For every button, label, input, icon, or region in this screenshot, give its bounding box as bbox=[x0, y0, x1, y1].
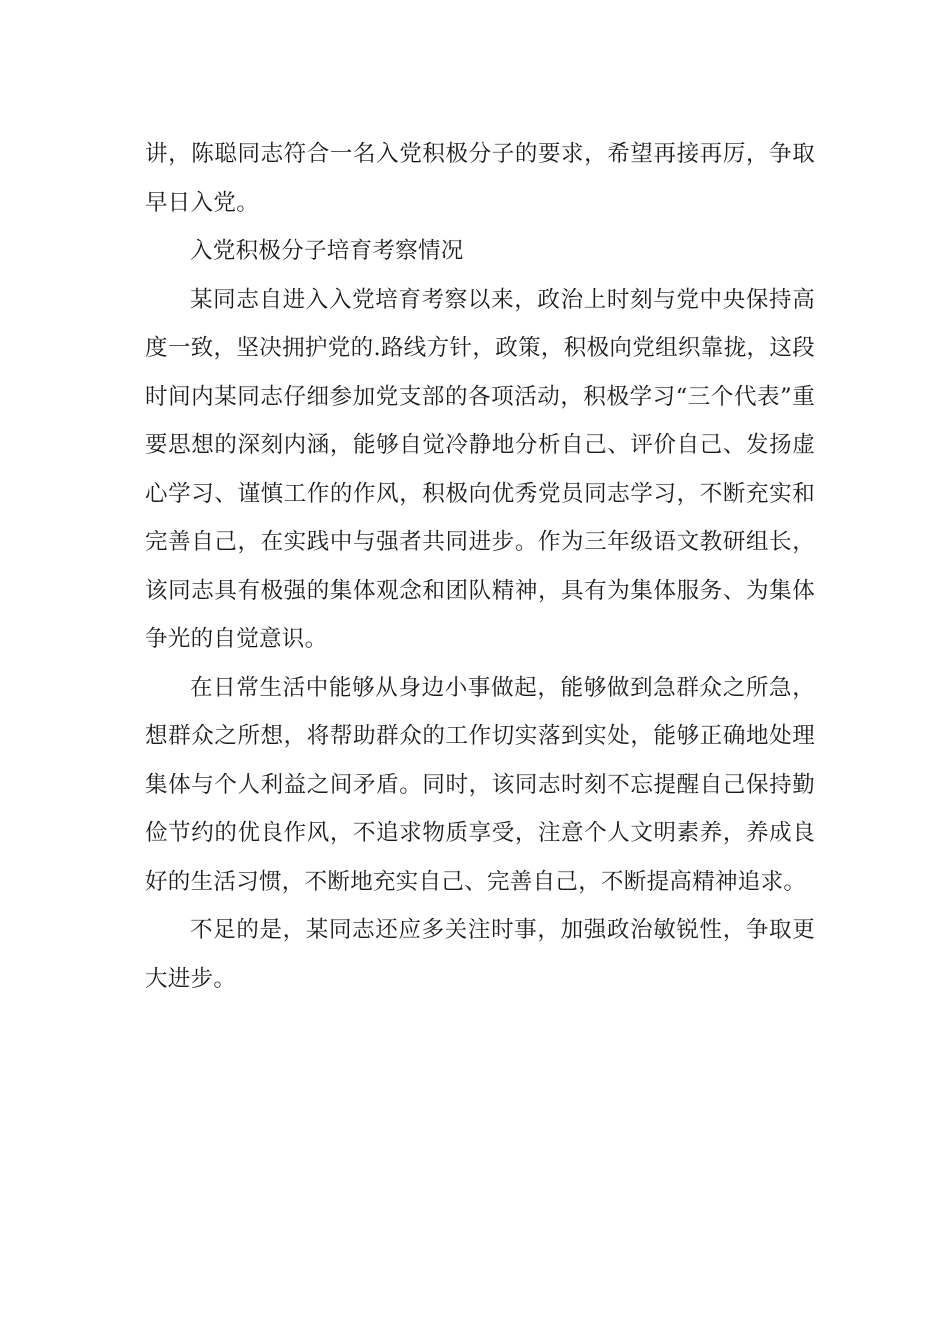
body-paragraph-3: 不足的是，某同志还应多关注时事，加强政治敏锐性，争取更大进步。 bbox=[145, 917, 815, 992]
section-title: 入党积极分子培育考察情况 bbox=[190, 238, 464, 264]
body-paragraph-1: 某同志自进入入党培育考察以来，政治上时刻与党中央保持高度一致，坚决拥护党的.路线方针，政策，积极向党组织靠拢，这段时间内某同志仔细参加党支部的各项活动，积极学习“三个代表”重要思想的深刻内涵，能够自觉冷静地分析自己、评价自己、发扬虚心学习、谨慎工作的作风，积极向优秀党员同志学习，不断充实和完善自己，在实践中与强者共同进步。作为三年级语文教研组长，该同志具有极强的集体观念和团队精神，具有为集体服务、为集体争光的自觉意识。 bbox=[145, 286, 815, 652]
document-body bbox=[145, 130, 815, 1003]
body-paragraph-2: 在日常生活中能够从身边小事做起，能够做到急群众之所急，想群众之所想，将帮助群众的工作切实落到实处，能够正确地处理集体与个人利益之间矛盾。同时，该同志时刻不忘提醒自己保持勤俭节约的优良作风，不追求物质享受，注意个人文明素养，养成良好的生活习惯，不断地充实自己、完善自己，不断提高精神追求。 bbox=[145, 674, 815, 895]
continuation-paragraph: 讲，陈聪同志符合一名入党积极分子的要求，希望再接再厉，争取早日入党。 bbox=[145, 141, 815, 216]
